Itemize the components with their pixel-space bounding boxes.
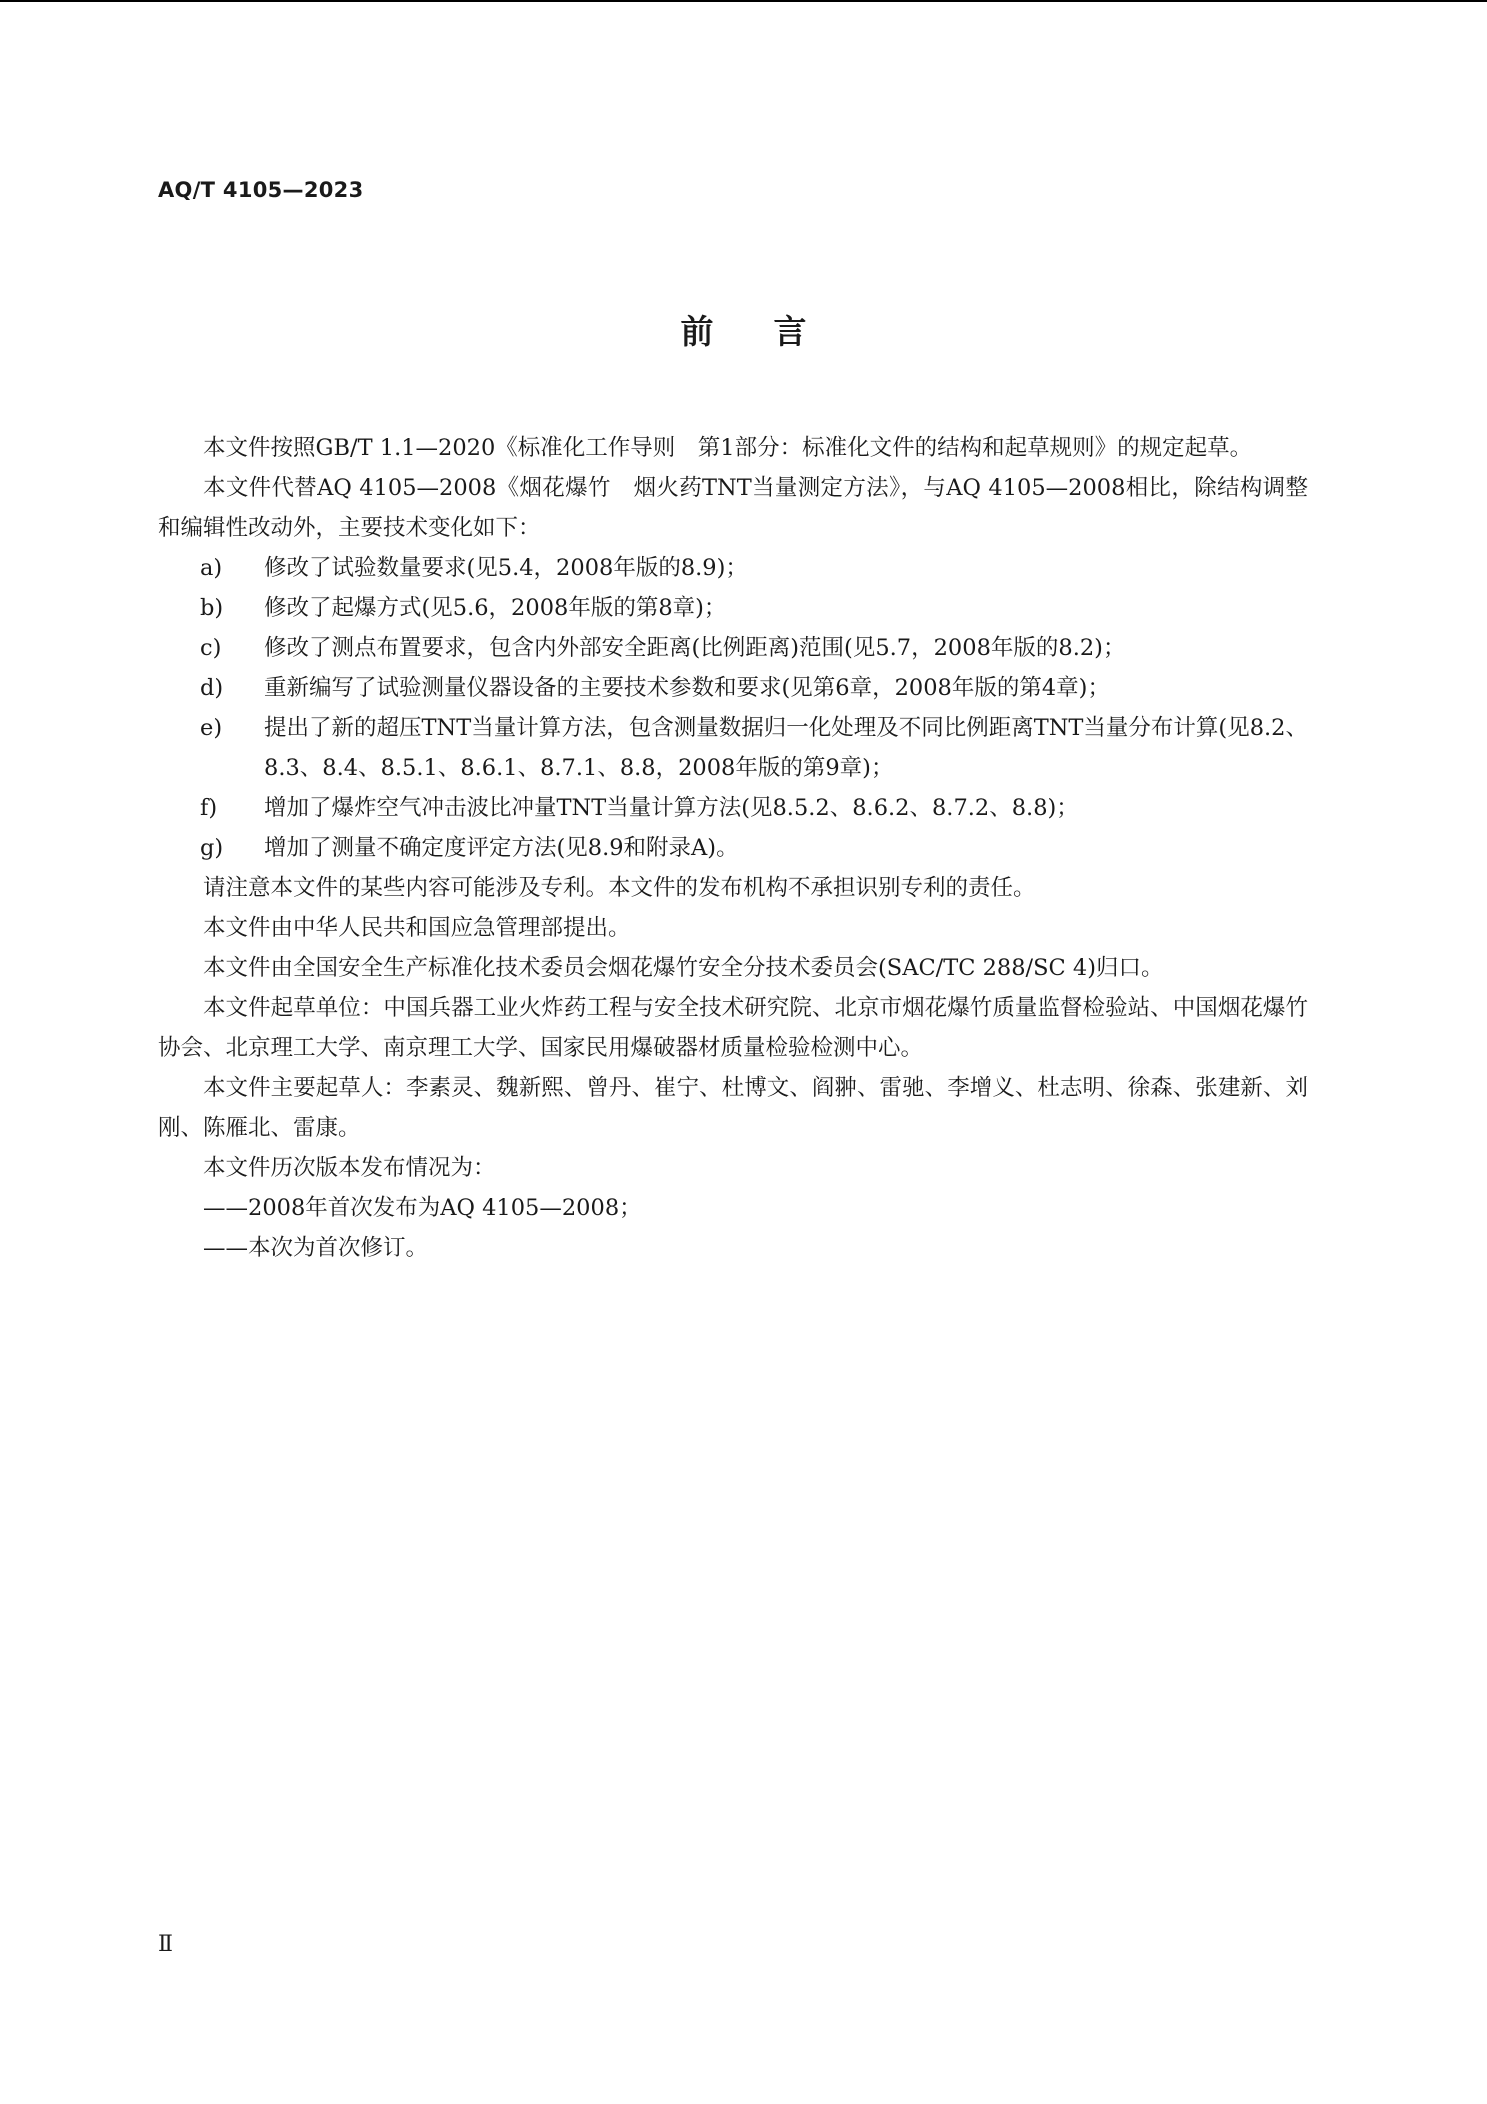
- list-item: [158, 588, 1308, 628]
- change-list: [158, 548, 1308, 868]
- list-item-label: g): [200, 835, 224, 861]
- list-item-label: f): [200, 795, 218, 821]
- list-item-label: a): [200, 555, 223, 581]
- paragraph-patent-notice: 请注意本文件的某些内容可能涉及专利。本文件的发布机构不承担识别专利的责任。: [203, 875, 1036, 901]
- list-item: [158, 708, 1308, 788]
- list-item-label: e): [200, 715, 223, 741]
- page-number: Ⅱ: [158, 1932, 173, 1957]
- list-item-text: 提出了新的超压TNT当量计算方法，包含测量数据归一化处理及不同比例距离TNT当量分布计算(见8.2、8.3、8.4、8.5.1、8.6.1、8.7.1、8.8，2008年版的第9章)；: [264, 715, 1308, 781]
- list-item: [158, 628, 1308, 668]
- history-item: ——2008年首次发布为AQ 4105—2008；: [203, 1195, 642, 1221]
- history-item: ——本次为首次修订。: [203, 1235, 429, 1261]
- paragraph-drafters: 本文件主要起草人：李素灵、魏新熙、曾丹、崔宁、杜博文、阎翀、雷驰、李增义、杜志明、徐森、张建新、刘刚、陈雁北、雷康。: [158, 1075, 1308, 1141]
- list-item-label: c): [200, 635, 222, 661]
- paragraph-drafting-units: 本文件起草单位：中国兵器工业火炸药工程与安全技术研究院、北京市烟花爆竹质量监督检验站、中国烟花爆竹协会、北京理工大学、南京理工大学、国家民用爆破器材质量检验检测中心。: [158, 995, 1308, 1061]
- paragraph-committee: 本文件由全国安全生产标准化技术委员会烟花爆竹安全分技术委员会(SAC/TC 288/SC 4)归口。: [203, 955, 1164, 981]
- list-item-text: 增加了爆炸空气冲击波比冲量TNT当量计算方法(见8.5.2、8.6.2、8.7.2、8.8)；: [264, 795, 1079, 821]
- list-item-label: d): [200, 675, 224, 701]
- list-item: [158, 828, 1308, 868]
- list-item-text: 重新编写了试验测量仪器设备的主要技术参数和要求(见第6章，2008年版的第4章)；: [264, 675, 1110, 701]
- list-item-text: 增加了测量不确定度评定方法(见8.9和附录A)。: [264, 835, 739, 861]
- list-item-text: 修改了起爆方式(见5.6，2008年版的第8章)；: [264, 595, 727, 621]
- list-item: [158, 548, 1308, 588]
- paragraph-history-intro: 本文件历次版本发布情况为：: [203, 1155, 496, 1181]
- foreword-body: [158, 428, 1308, 1268]
- paragraph-proposer: 本文件由中华人民共和国应急管理部提出。: [203, 915, 631, 941]
- list-item-label: b): [200, 595, 224, 621]
- document-code: AQ/T 4105—2023: [158, 178, 364, 202]
- top-rule: [0, 0, 1487, 2]
- paragraph-replacement: 本文件代替AQ 4105—2008《烟花爆竹 烟火药TNT当量测定方法》，与AQ 4105—2008相比，除结构调整和编辑性改动外，主要技术变化如下：: [158, 475, 1308, 541]
- list-item-text: 修改了试验数量要求(见5.4，2008年版的8.9)；: [264, 555, 748, 581]
- list-item-text: 修改了测点布置要求，包含内外部安全距离(比例距离)范围(见5.7，2008年版的8.2)；: [264, 635, 1126, 661]
- list-item: [158, 788, 1308, 828]
- paragraph-drafting-basis: 本文件按照GB/T 1.1—2020《标准化工作导则 第1部分：标准化文件的结构和起草规则》的规定起草。: [203, 435, 1253, 461]
- list-item: [158, 668, 1308, 708]
- page-title: 前言: [680, 312, 867, 351]
